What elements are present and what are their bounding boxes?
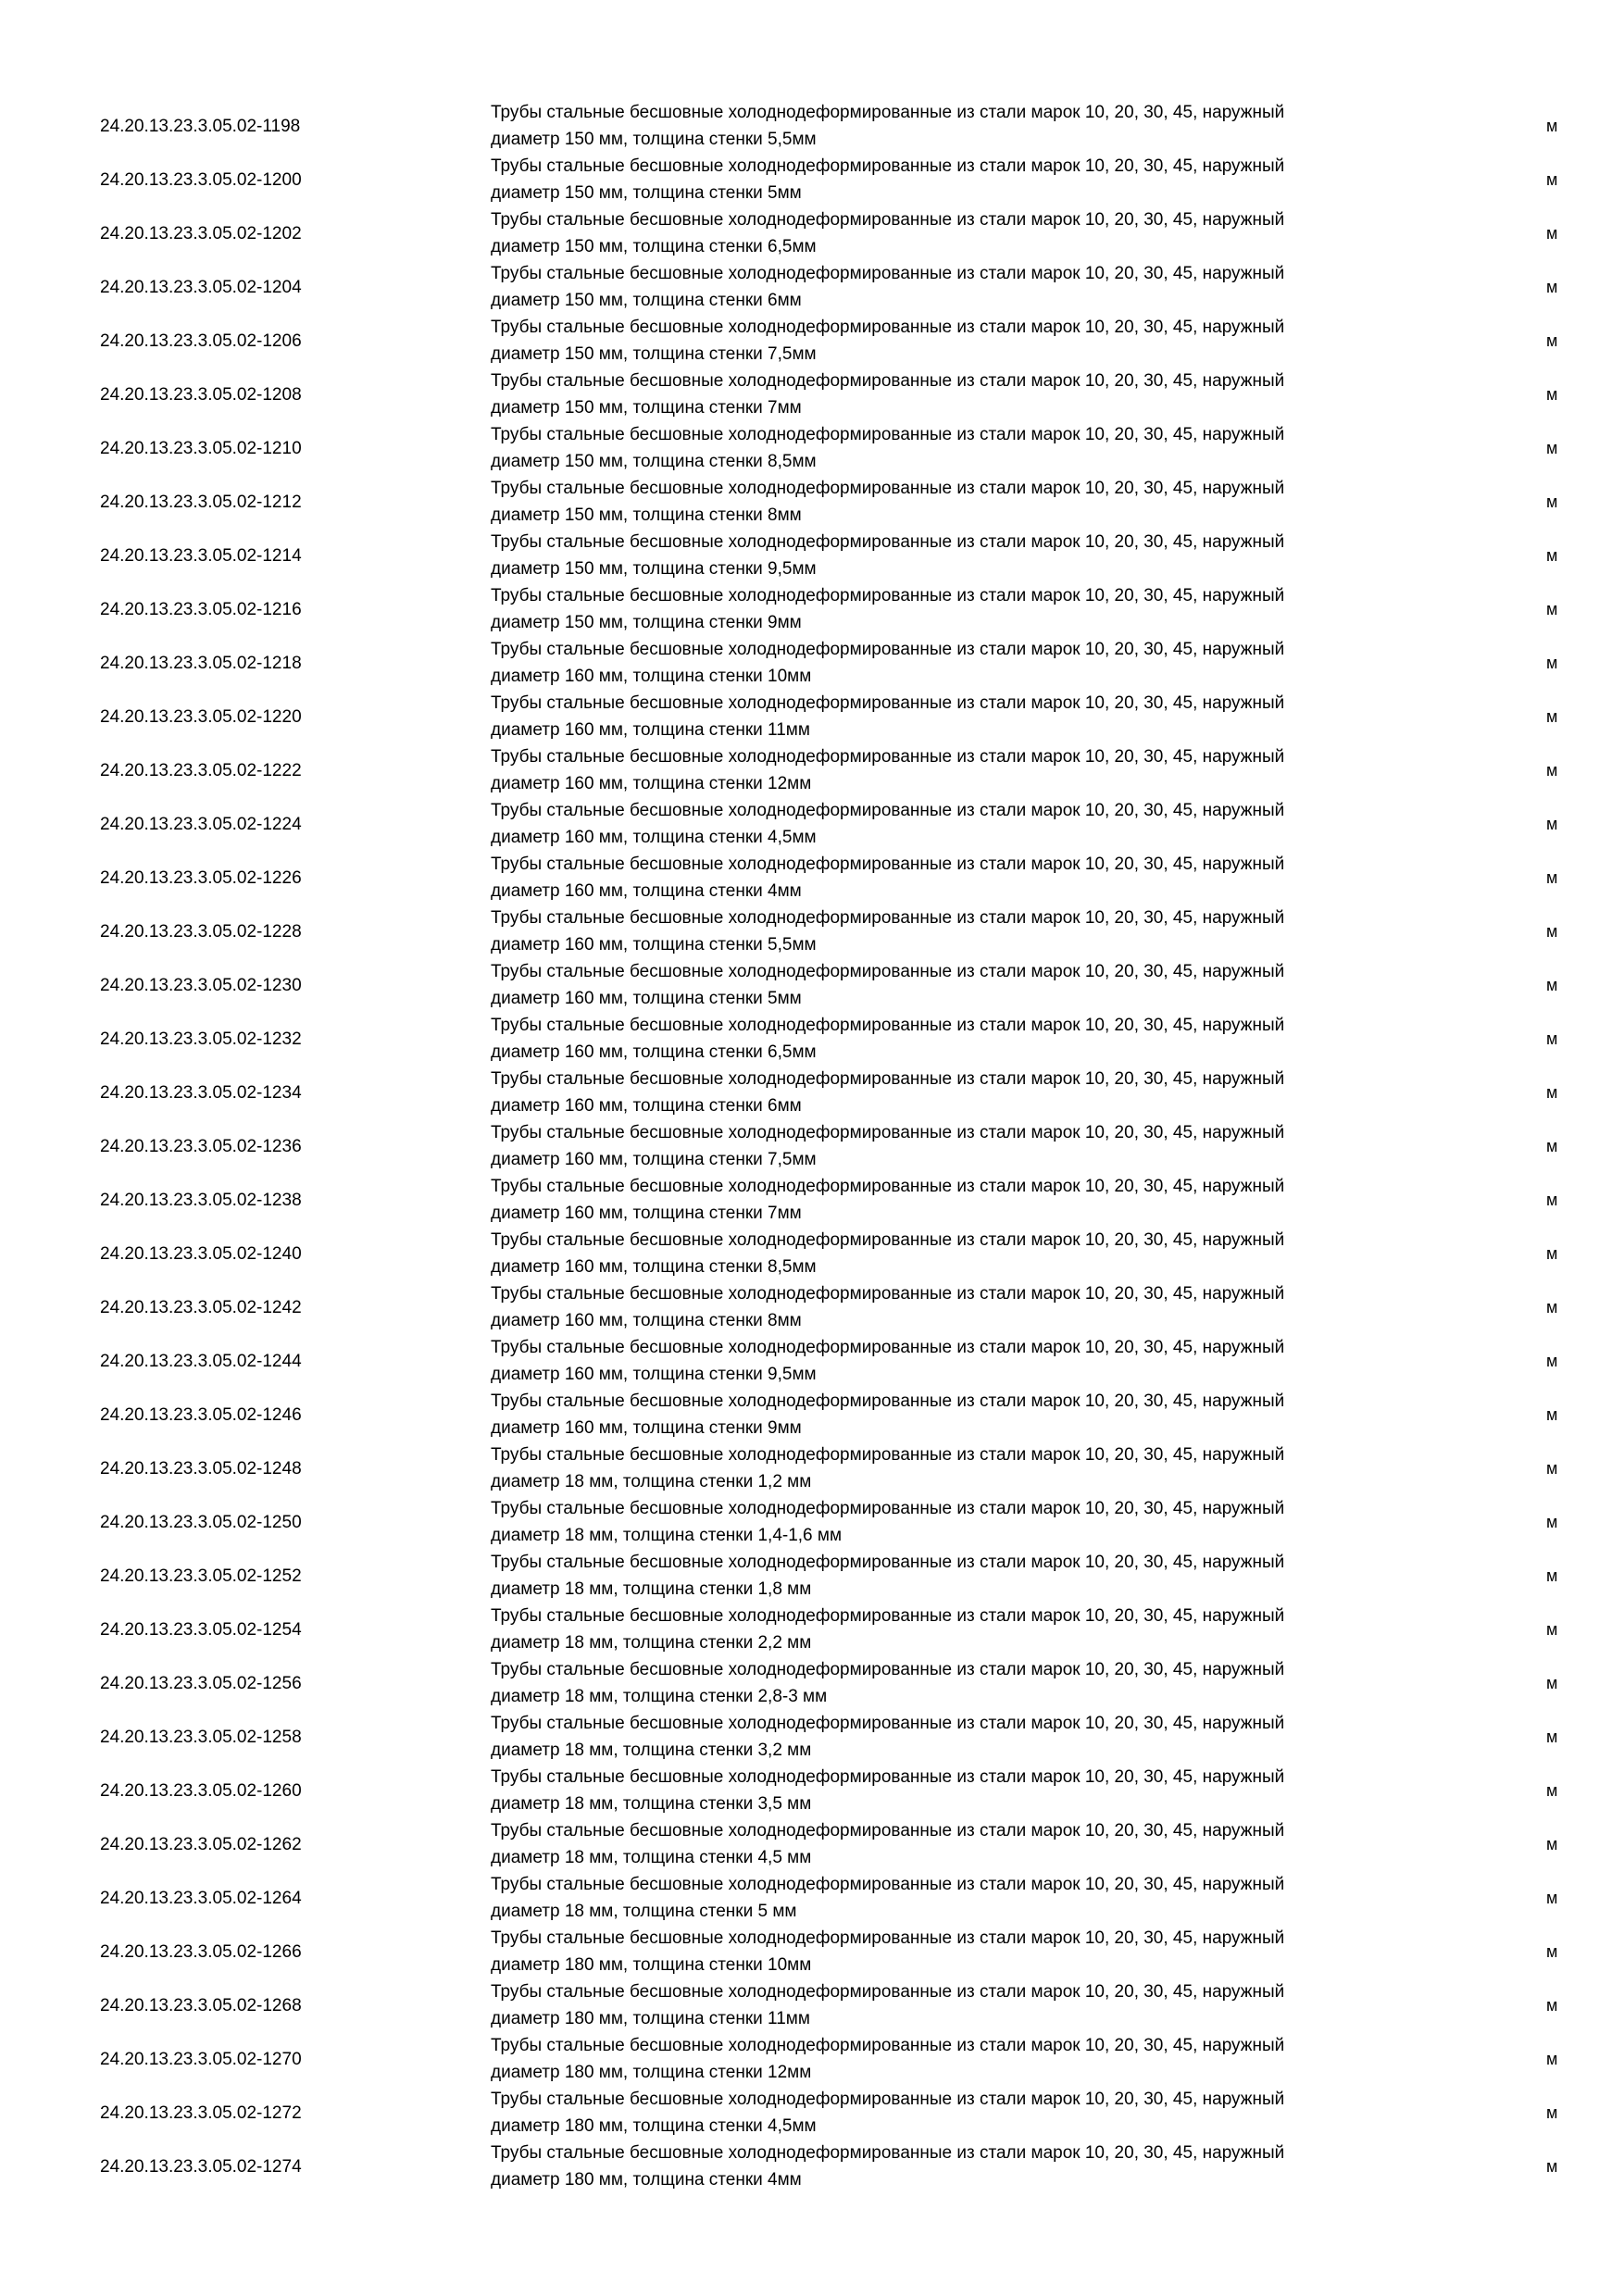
- description-line-1: Трубы стальные бесшовные холоднодеформированные из стали марок 10, 20, 30, 45, наружный: [491, 371, 1285, 391]
- item-code: 24.20.13.23.3.05.02-1272: [100, 2103, 302, 2123]
- description-line-1: Трубы стальные бесшовные холоднодеформированные из стали марок 10, 20, 30, 45, наружный: [491, 1928, 1285, 1948]
- item-code: 24.20.13.23.3.05.02-1214: [100, 545, 302, 566]
- table-body: [0, 99, 1624, 2193]
- description-line-2: диаметр 18 мм, толщина стенки 2,2 мм: [491, 1633, 812, 1653]
- item-description: [491, 529, 1417, 582]
- item-description: [491, 582, 1417, 636]
- table-row: [0, 421, 1624, 475]
- description-line-2: диаметр 160 мм, толщина стенки 4,5мм: [491, 828, 817, 847]
- description-line-1: Трубы стальные бесшовные холоднодеформированные из стали марок 10, 20, 30, 45, наружный: [491, 962, 1285, 981]
- description-line-2: диаметр 18 мм, толщина стенки 1,4-1,6 мм: [491, 1526, 843, 1545]
- description-line-2: диаметр 160 мм, толщина стенки 7,5мм: [491, 1150, 817, 1169]
- description-line-1: Трубы стальные бесшовные холоднодеформированные из стали марок 10, 20, 30, 45, наружный: [491, 908, 1285, 928]
- description-line-1: Трубы стальные бесшовные холоднодеформированные из стали марок 10, 20, 30, 45, наружный: [491, 1177, 1285, 1196]
- description-line-2: диаметр 160 мм, толщина стенки 11мм: [491, 720, 810, 740]
- description-line-2: диаметр 150 мм, толщина стенки 8,5мм: [491, 452, 817, 471]
- item-code: 24.20.13.23.3.05.02-1216: [100, 599, 302, 619]
- item-code: 24.20.13.23.3.05.02-1222: [100, 760, 302, 780]
- item-description: [491, 636, 1417, 690]
- table-row: [0, 475, 1624, 529]
- description-line-2: диаметр 180 мм, толщина стенки 4,5мм: [491, 2116, 817, 2136]
- item-description: [491, 314, 1417, 368]
- table-row: [0, 851, 1624, 905]
- item-unit: м: [1546, 116, 1558, 135]
- item-code: 24.20.13.23.3.05.02-1224: [100, 814, 302, 834]
- item-unit: м: [1546, 545, 1558, 565]
- item-unit: м: [1546, 2049, 1558, 2068]
- item-unit: м: [1546, 1673, 1558, 1692]
- table-row: [0, 2140, 1624, 2193]
- table-row: [0, 1119, 1624, 1173]
- table-row: [0, 529, 1624, 582]
- item-description: [491, 1334, 1417, 1388]
- description-line-2: диаметр 160 мм, толщина стенки 6мм: [491, 1096, 802, 1116]
- description-line-1: Трубы стальные бесшовные холоднодеформированные из стали марок 10, 20, 30, 45, наружный: [491, 1069, 1285, 1089]
- description-line-1: Трубы стальные бесшовные холоднодеформированные из стали марок 10, 20, 30, 45, наружный: [491, 693, 1285, 713]
- item-description: [491, 1119, 1417, 1173]
- item-unit: м: [1546, 921, 1558, 941]
- description-line-2: диаметр 18 мм, толщина стенки 3,2 мм: [491, 1741, 812, 1760]
- table-row: [0, 1656, 1624, 1710]
- item-description: [491, 1656, 1417, 1710]
- description-line-2: диаметр 18 мм, толщина стенки 1,2 мм: [491, 1472, 812, 1491]
- table-row: [0, 743, 1624, 797]
- item-code: 24.20.13.23.3.05.02-1206: [100, 331, 302, 351]
- item-code: 24.20.13.23.3.05.02-1242: [100, 1297, 302, 1317]
- item-code: 24.20.13.23.3.05.02-1274: [100, 2156, 302, 2177]
- table-row: [0, 905, 1624, 958]
- description-line-2: диаметр 18 мм, толщина стенки 4,5 мм: [491, 1848, 812, 1867]
- item-unit: м: [1546, 975, 1558, 994]
- description-line-2: диаметр 160 мм, толщина стенки 7мм: [491, 1204, 802, 1223]
- item-code: 24.20.13.23.3.05.02-1200: [100, 169, 302, 190]
- item-unit: м: [1546, 1727, 1558, 1746]
- item-code: 24.20.13.23.3.05.02-1258: [100, 1727, 302, 1747]
- item-code: 24.20.13.23.3.05.02-1236: [100, 1136, 302, 1156]
- description-line-1: Трубы стальные бесшовные холоднодеформированные из стали марок 10, 20, 30, 45, наружный: [491, 1499, 1285, 1518]
- description-line-1: Трубы стальные бесшовные холоднодеформированные из стали марок 10, 20, 30, 45, наружный: [491, 425, 1285, 444]
- item-unit: м: [1546, 438, 1558, 457]
- table-row: [0, 1978, 1624, 2032]
- item-description: [491, 475, 1417, 529]
- item-code: 24.20.13.23.3.05.02-1260: [100, 1780, 302, 1801]
- description-line-1: Трубы стальные бесшовные холоднодеформированные из стали марок 10, 20, 30, 45, наружный: [491, 1821, 1285, 1841]
- item-unit: м: [1546, 1512, 1558, 1531]
- item-description: [491, 1978, 1417, 2032]
- item-description: [491, 851, 1417, 905]
- description-line-2: диаметр 18 мм, толщина стенки 3,5 мм: [491, 1794, 812, 1814]
- table-row: [0, 99, 1624, 153]
- item-unit: м: [1546, 1297, 1558, 1316]
- description-line-1: Трубы стальные бесшовные холоднодеформированные из стали марок 10, 20, 30, 45, наружный: [491, 479, 1285, 498]
- item-unit: м: [1546, 1136, 1558, 1155]
- table-row: [0, 1549, 1624, 1603]
- description-line-1: Трубы стальные бесшовные холоднодеформированные из стали марок 10, 20, 30, 45, наружный: [491, 156, 1285, 176]
- description-line-1: Трубы стальные бесшовные холоднодеформированные из стали марок 10, 20, 30, 45, наружный: [491, 210, 1285, 230]
- item-unit: м: [1546, 492, 1558, 511]
- table-row: [0, 1495, 1624, 1549]
- item-code: 24.20.13.23.3.05.02-1232: [100, 1029, 302, 1049]
- description-line-1: Трубы стальные бесшовные холоднодеформированные из стали марок 10, 20, 30, 45, наружный: [491, 586, 1285, 605]
- item-unit: м: [1546, 1404, 1558, 1424]
- item-code: 24.20.13.23.3.05.02-1212: [100, 492, 302, 512]
- item-unit: м: [1546, 760, 1558, 780]
- description-line-2: диаметр 160 мм, толщина стенки 10мм: [491, 667, 812, 686]
- item-description: [491, 99, 1417, 153]
- item-unit: м: [1546, 1351, 1558, 1370]
- description-line-2: диаметр 150 мм, толщина стенки 8мм: [491, 505, 802, 525]
- table-row: [0, 1173, 1624, 1227]
- item-description: [491, 1388, 1417, 1441]
- item-description: [491, 1710, 1417, 1764]
- description-line-1: Трубы стальные бесшовные холоднодеформированные из стали марок 10, 20, 30, 45, наружный: [491, 318, 1285, 337]
- item-code: 24.20.13.23.3.05.02-1248: [100, 1458, 302, 1479]
- description-line-2: диаметр 150 мм, толщина стенки 7,5мм: [491, 344, 817, 364]
- item-unit: м: [1546, 384, 1558, 404]
- table-row: [0, 153, 1624, 206]
- item-description: [491, 1441, 1417, 1495]
- item-description: [491, 905, 1417, 958]
- table-row: [0, 636, 1624, 690]
- item-description: [491, 743, 1417, 797]
- item-unit: м: [1546, 1243, 1558, 1263]
- description-line-2: диаметр 18 мм, толщина стенки 2,8-3 мм: [491, 1687, 828, 1706]
- description-line-1: Трубы стальные бесшовные холоднодеформированные из стали марок 10, 20, 30, 45, наружный: [491, 1606, 1285, 1626]
- table-row: [0, 1066, 1624, 1119]
- item-unit: м: [1546, 1834, 1558, 1853]
- description-line-1: Трубы стальные бесшовные холоднодеформированные из стали марок 10, 20, 30, 45, наружный: [491, 1982, 1285, 2002]
- description-line-1: Трубы стальные бесшовные холоднодеформированные из стали марок 10, 20, 30, 45, наружный: [491, 1875, 1285, 1894]
- table-row: [0, 1603, 1624, 1656]
- item-description: [491, 1280, 1417, 1334]
- item-code: 24.20.13.23.3.05.02-1266: [100, 1941, 302, 1962]
- item-unit: м: [1546, 1190, 1558, 1209]
- description-line-1: Трубы стальные бесшовные холоднодеформированные из стали марок 10, 20, 30, 45, наружный: [491, 2090, 1285, 2109]
- item-description: [491, 260, 1417, 314]
- description-line-1: Трубы стальные бесшовные холоднодеформированные из стали марок 10, 20, 30, 45, наружный: [491, 1123, 1285, 1142]
- table-row: [0, 206, 1624, 260]
- description-line-2: диаметр 160 мм, толщина стенки 9мм: [491, 1418, 802, 1438]
- table-row: [0, 1334, 1624, 1388]
- item-description: [491, 421, 1417, 475]
- item-description: [491, 2032, 1417, 2086]
- item-unit: м: [1546, 1780, 1558, 1800]
- description-line-2: диаметр 180 мм, толщина стенки 11мм: [491, 2009, 810, 2028]
- item-code: 24.20.13.23.3.05.02-1264: [100, 1888, 302, 1908]
- description-line-2: диаметр 160 мм, толщина стенки 8мм: [491, 1311, 802, 1330]
- item-description: [491, 1549, 1417, 1603]
- table-row: [0, 958, 1624, 1012]
- item-description: [491, 1603, 1417, 1656]
- item-unit: м: [1546, 223, 1558, 243]
- item-unit: м: [1546, 653, 1558, 672]
- item-unit: м: [1546, 2103, 1558, 2122]
- item-code: 24.20.13.23.3.05.02-1198: [100, 116, 301, 136]
- description-line-2: диаметр 160 мм, толщина стенки 5мм: [491, 989, 802, 1008]
- description-line-2: диаметр 180 мм, толщина стенки 4мм: [491, 2170, 802, 2190]
- description-line-1: Трубы стальные бесшовные холоднодеформированные из стали марок 10, 20, 30, 45, наружный: [491, 1284, 1285, 1304]
- description-line-2: диаметр 160 мм, толщина стенки 6,5мм: [491, 1042, 817, 1062]
- description-line-2: диаметр 160 мм, толщина стенки 9,5мм: [491, 1365, 817, 1384]
- table-row: [0, 314, 1624, 368]
- description-line-1: Трубы стальные бесшовные холоднодеформированные из стали марок 10, 20, 30, 45, наружный: [491, 1553, 1285, 1572]
- description-line-2: диаметр 18 мм, толщина стенки 5 мм: [491, 1902, 797, 1921]
- item-unit: м: [1546, 1619, 1558, 1639]
- table-row: [0, 1012, 1624, 1066]
- description-line-1: Трубы стальные бесшовные холоднодеформированные из стали марок 10, 20, 30, 45, наружный: [491, 2036, 1285, 2055]
- table-row: [0, 1710, 1624, 1764]
- item-description: [491, 1925, 1417, 1978]
- item-code: 24.20.13.23.3.05.02-1246: [100, 1404, 302, 1425]
- item-code: 24.20.13.23.3.05.02-1220: [100, 706, 302, 727]
- item-code: 24.20.13.23.3.05.02-1226: [100, 867, 302, 888]
- description-line-2: диаметр 150 мм, толщина стенки 6мм: [491, 291, 802, 310]
- item-description: [491, 206, 1417, 260]
- item-description: [491, 1012, 1417, 1066]
- description-line-1: Трубы стальные бесшовные холоднодеформированные из стали марок 10, 20, 30, 45, наружный: [491, 1230, 1285, 1250]
- item-code: 24.20.13.23.3.05.02-1218: [100, 653, 302, 673]
- item-unit: м: [1546, 1995, 1558, 2015]
- item-code: 24.20.13.23.3.05.02-1240: [100, 1243, 302, 1264]
- item-description: [491, 153, 1417, 206]
- price-table: [0, 99, 1624, 2193]
- table-row: [0, 1871, 1624, 1925]
- description-line-1: Трубы стальные бесшовные холоднодеформированные из стали марок 10, 20, 30, 45, наружный: [491, 1016, 1285, 1035]
- table-row: [0, 1817, 1624, 1871]
- item-description: [491, 2140, 1417, 2193]
- item-unit: м: [1546, 1082, 1558, 1102]
- description-line-2: диаметр 150 мм, толщина стенки 9,5мм: [491, 559, 817, 579]
- item-unit: м: [1546, 277, 1558, 296]
- table-row: [0, 797, 1624, 851]
- item-code: 24.20.13.23.3.05.02-1228: [100, 921, 302, 942]
- description-line-2: диаметр 150 мм, толщина стенки 7мм: [491, 398, 802, 418]
- description-line-1: Трубы стальные бесшовные холоднодеформированные из стали марок 10, 20, 30, 45, наружный: [491, 264, 1285, 283]
- item-unit: м: [1546, 599, 1558, 618]
- description-line-1: Трубы стальные бесшовные холоднодеформированные из стали марок 10, 20, 30, 45, наружный: [491, 1767, 1285, 1787]
- item-description: [491, 1817, 1417, 1871]
- description-line-2: диаметр 18 мм, толщина стенки 1,8 мм: [491, 1579, 812, 1599]
- item-code: 24.20.13.23.3.05.02-1238: [100, 1190, 302, 1210]
- description-line-2: диаметр 150 мм, толщина стенки 5,5мм: [491, 130, 817, 149]
- item-code: 24.20.13.23.3.05.02-1256: [100, 1673, 302, 1693]
- item-description: [491, 958, 1417, 1012]
- description-line-2: диаметр 160 мм, толщина стенки 4мм: [491, 881, 802, 901]
- item-code: 24.20.13.23.3.05.02-1208: [100, 384, 302, 405]
- description-line-2: диаметр 160 мм, толщина стенки 8,5мм: [491, 1257, 817, 1277]
- description-line-1: Трубы стальные бесшовные холоднодеформированные из стали марок 10, 20, 30, 45, наружный: [491, 1338, 1285, 1357]
- item-unit: м: [1546, 169, 1558, 189]
- item-code: 24.20.13.23.3.05.02-1268: [100, 1995, 302, 2015]
- item-unit: м: [1546, 1941, 1558, 1961]
- item-code: 24.20.13.23.3.05.02-1250: [100, 1512, 302, 1532]
- table-row: [0, 1441, 1624, 1495]
- table-row: [0, 2086, 1624, 2140]
- description-line-1: Трубы стальные бесшовные холоднодеформированные из стали марок 10, 20, 30, 45, наружный: [491, 532, 1285, 552]
- description-line-1: Трубы стальные бесшовные холоднодеформированные из стали марок 10, 20, 30, 45, наружный: [491, 2143, 1285, 2163]
- description-line-1: Трубы стальные бесшовные холоднодеформированные из стали марок 10, 20, 30, 45, наружный: [491, 1445, 1285, 1465]
- description-line-2: диаметр 180 мм, толщина стенки 12мм: [491, 2063, 812, 2082]
- table-row: [0, 1925, 1624, 1978]
- description-line-2: диаметр 150 мм, толщина стенки 5мм: [491, 183, 802, 203]
- item-code: 24.20.13.23.3.05.02-1270: [100, 2049, 302, 2069]
- description-line-1: Трубы стальные бесшовные холоднодеформированные из стали марок 10, 20, 30, 45, наружный: [491, 1660, 1285, 1679]
- description-line-2: диаметр 180 мм, толщина стенки 10мм: [491, 1955, 812, 1975]
- description-line-2: диаметр 150 мм, толщина стенки 6,5мм: [491, 237, 817, 256]
- table-row: [0, 1227, 1624, 1280]
- table-row: [0, 260, 1624, 314]
- item-description: [491, 1066, 1417, 1119]
- table-row: [0, 1764, 1624, 1817]
- item-description: [491, 2086, 1417, 2140]
- item-description: [491, 690, 1417, 743]
- item-unit: м: [1546, 1888, 1558, 1907]
- table-row: [0, 1388, 1624, 1441]
- item-code: 24.20.13.23.3.05.02-1262: [100, 1834, 302, 1854]
- item-unit: м: [1546, 331, 1558, 350]
- item-unit: м: [1546, 2156, 1558, 2176]
- table-row: [0, 690, 1624, 743]
- item-description: [491, 1871, 1417, 1925]
- item-unit: м: [1546, 706, 1558, 726]
- description-line-2: диаметр 160 мм, толщина стенки 12мм: [491, 774, 812, 793]
- description-line-1: Трубы стальные бесшовные холоднодеформированные из стали марок 10, 20, 30, 45, наружный: [491, 801, 1285, 820]
- item-code: 24.20.13.23.3.05.02-1230: [100, 975, 302, 995]
- item-code: 24.20.13.23.3.05.02-1252: [100, 1566, 302, 1586]
- item-code: 24.20.13.23.3.05.02-1202: [100, 223, 302, 243]
- item-description: [491, 1495, 1417, 1549]
- item-description: [491, 1227, 1417, 1280]
- item-unit: м: [1546, 1029, 1558, 1048]
- description-line-1: Трубы стальные бесшовные холоднодеформированные из стали марок 10, 20, 30, 45, наружный: [491, 1391, 1285, 1411]
- item-code: 24.20.13.23.3.05.02-1204: [100, 277, 302, 297]
- item-unit: м: [1546, 814, 1558, 833]
- table-row: [0, 368, 1624, 421]
- item-code: 24.20.13.23.3.05.02-1234: [100, 1082, 302, 1103]
- description-line-1: Трубы стальные бесшовные холоднодеформированные из стали марок 10, 20, 30, 45, наружный: [491, 103, 1285, 122]
- item-code: 24.20.13.23.3.05.02-1210: [100, 438, 302, 458]
- description-line-1: Трубы стальные бесшовные холоднодеформированные из стали марок 10, 20, 30, 45, наружный: [491, 1714, 1285, 1733]
- table-row: [0, 582, 1624, 636]
- item-description: [491, 797, 1417, 851]
- item-code: 24.20.13.23.3.05.02-1254: [100, 1619, 302, 1640]
- description-line-1: Трубы стальные бесшовные холоднодеформированные из стали марок 10, 20, 30, 45, наружный: [491, 855, 1285, 874]
- description-line-2: диаметр 160 мм, толщина стенки 5,5мм: [491, 935, 817, 955]
- item-description: [491, 1764, 1417, 1817]
- item-unit: м: [1546, 867, 1558, 887]
- item-code: 24.20.13.23.3.05.02-1244: [100, 1351, 302, 1371]
- description-line-1: Трубы стальные бесшовные холоднодеформированные из стали марок 10, 20, 30, 45, наружный: [491, 640, 1285, 659]
- item-unit: м: [1546, 1458, 1558, 1478]
- item-description: [491, 1173, 1417, 1227]
- description-line-2: диаметр 150 мм, толщина стенки 9мм: [491, 613, 802, 632]
- table-row: [0, 1280, 1624, 1334]
- item-unit: м: [1546, 1566, 1558, 1585]
- description-line-1: Трубы стальные бесшовные холоднодеформированные из стали марок 10, 20, 30, 45, наружный: [491, 747, 1285, 767]
- item-description: [491, 368, 1417, 421]
- table-row: [0, 2032, 1624, 2086]
